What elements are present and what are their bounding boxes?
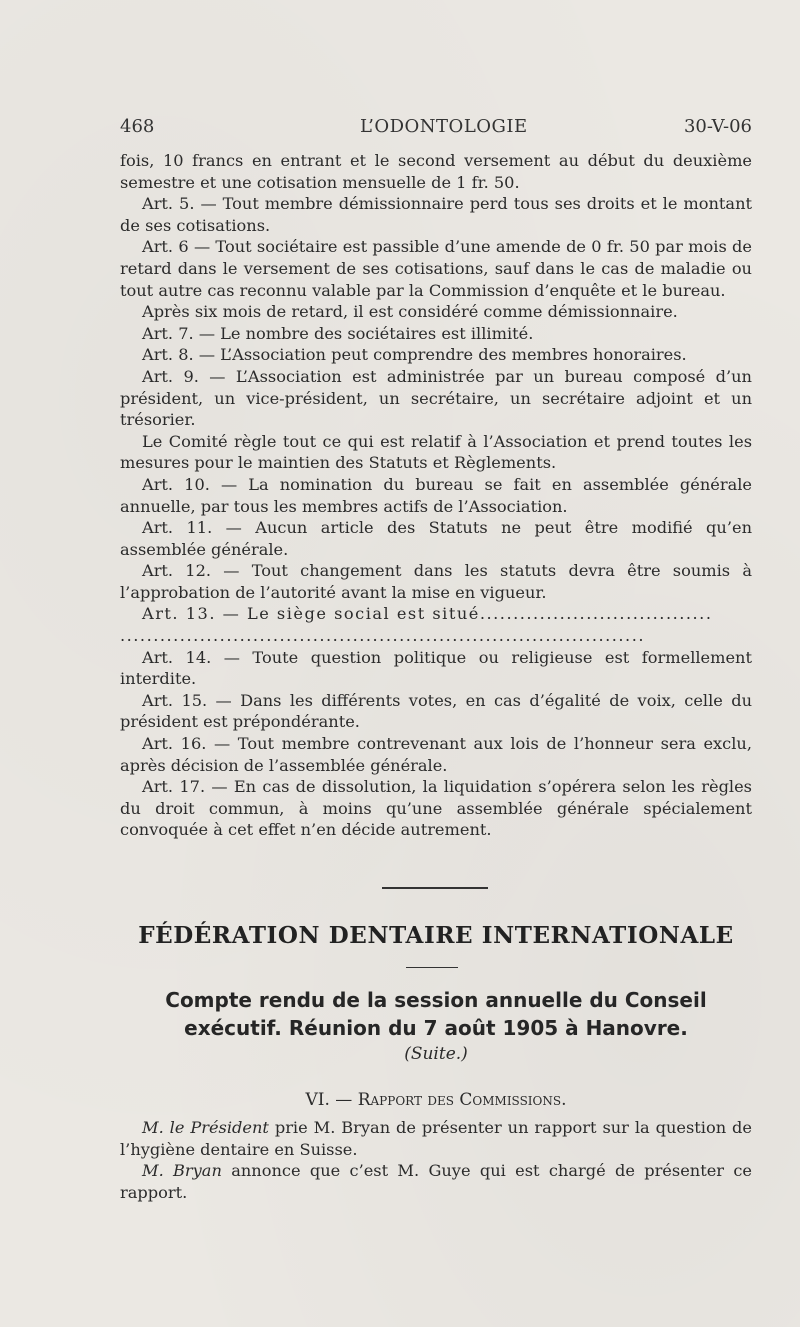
paragraph: Art. 7. — Le nombre des sociétaires est illimité. — [142, 323, 534, 343]
section-divider — [382, 887, 488, 889]
running-header — [120, 116, 752, 140]
paragraph: Art. 8. — L’Association peut comprendre des membres honoraires. — [142, 345, 687, 365]
paragraph: Art. 9. — L’Association est administrée par un bureau composé d’un président, un vice-président, un secrétaire, un secrétaire adjoint et un trésorier. — [120, 366, 752, 430]
speech: prie M. Bryan de présenter un rapport sur la question de l’hygiène dentaire en Suisse. — [120, 1118, 752, 1159]
paragraph: Art. 11. — Aucun article des Statuts ne peut être modifié qu’en assemblée générale. — [120, 518, 752, 559]
chapter-heading: VI. — Rapport des Commissions. — [305, 1090, 567, 1110]
speaker: M. Bryan — [142, 1161, 222, 1181]
paragraph: Le Comité règle tout ce qui est relatif à l’Association et prend toutes les mesures pour le maintien des Statuts et Règlements. — [120, 431, 752, 473]
section-title: FÉDÉRATION DENTAIRE INTERNATIONALE — [138, 922, 734, 949]
statutes-text — [120, 150, 752, 841]
minutes-text — [120, 1117, 752, 1203]
journal-title: L’ODONTOLOGIE — [360, 116, 528, 137]
continuation-note: (Suite.) — [404, 1044, 468, 1064]
dotted-line: ............................................................................... — [120, 626, 645, 646]
paragraph — [120, 1160, 752, 1203]
title-divider — [406, 967, 458, 968]
subtitle-line: Compte rendu de la session annuelle du Conseil — [165, 988, 707, 1012]
paragraph: Après six mois de retard, il est considéré comme démissionnaire. — [142, 302, 678, 322]
page-number: 468 — [120, 116, 155, 137]
paragraph: fois, 10 francs en entrant et le second versement au début du deuxième semestre et une cotisation mensuelle de 1 fr. 50. — [120, 151, 752, 192]
issue-date: 30-V-06 — [683, 116, 752, 137]
paragraph: Art. 12. — Tout changement dans les statuts devra être soumis à l’approbation de l’autorité avant la mise en vigueur. — [120, 561, 752, 602]
paragraph: Art. 14. — Toute question politique ou religieuse est formellement interdite. — [120, 647, 752, 689]
paragraph — [120, 1117, 752, 1160]
paragraph: Art. 10. — La nomination du bureau se fait en assemblée générale annuelle, par tous les membres actifs de l’Association. — [120, 474, 752, 516]
speaker: M. le Président — [142, 1118, 269, 1137]
paragraph: Art. 6 — Tout sociétaire est passible d’une amende de 0 fr. 50 par mois de retard dans le versement de ses cotisations, sauf dans le cas de maladie ou tout autre cas reconnu valable par la Commission d’enquête et le bureau. — [120, 237, 752, 300]
paragraph: Art. 16. — Tout membre contrevenant aux lois de l’honneur sera exclu, après décision de l’assemblée générale. — [120, 734, 752, 775]
paragraph: Art. 5. — Tout membre démissionnaire perd tous ses droits et le montant de ses cotisations. — [120, 194, 752, 235]
section-subtitle — [120, 986, 752, 1042]
paragraph: Art. 13. — Le siège social est situé................................... — [142, 604, 713, 624]
paragraph: Art. 17. — En cas de dissolution, la liquidation s’opérera selon les règles du droit commun, à moins qu’une assemblée générale spécialement convoquée à cet effet n’en décide autrement. — [120, 777, 752, 840]
subtitle-line: exécutif. Réunion du 7 août 1905 à Hanovre. — [184, 1016, 688, 1040]
speech: annonce que c’est M. Guye qui est chargé de présenter ce rapport. — [120, 1161, 752, 1202]
paragraph: Art. 15. — Dans les différents votes, en cas d’égalité de voix, celle du président est prépondérante. — [120, 690, 752, 732]
